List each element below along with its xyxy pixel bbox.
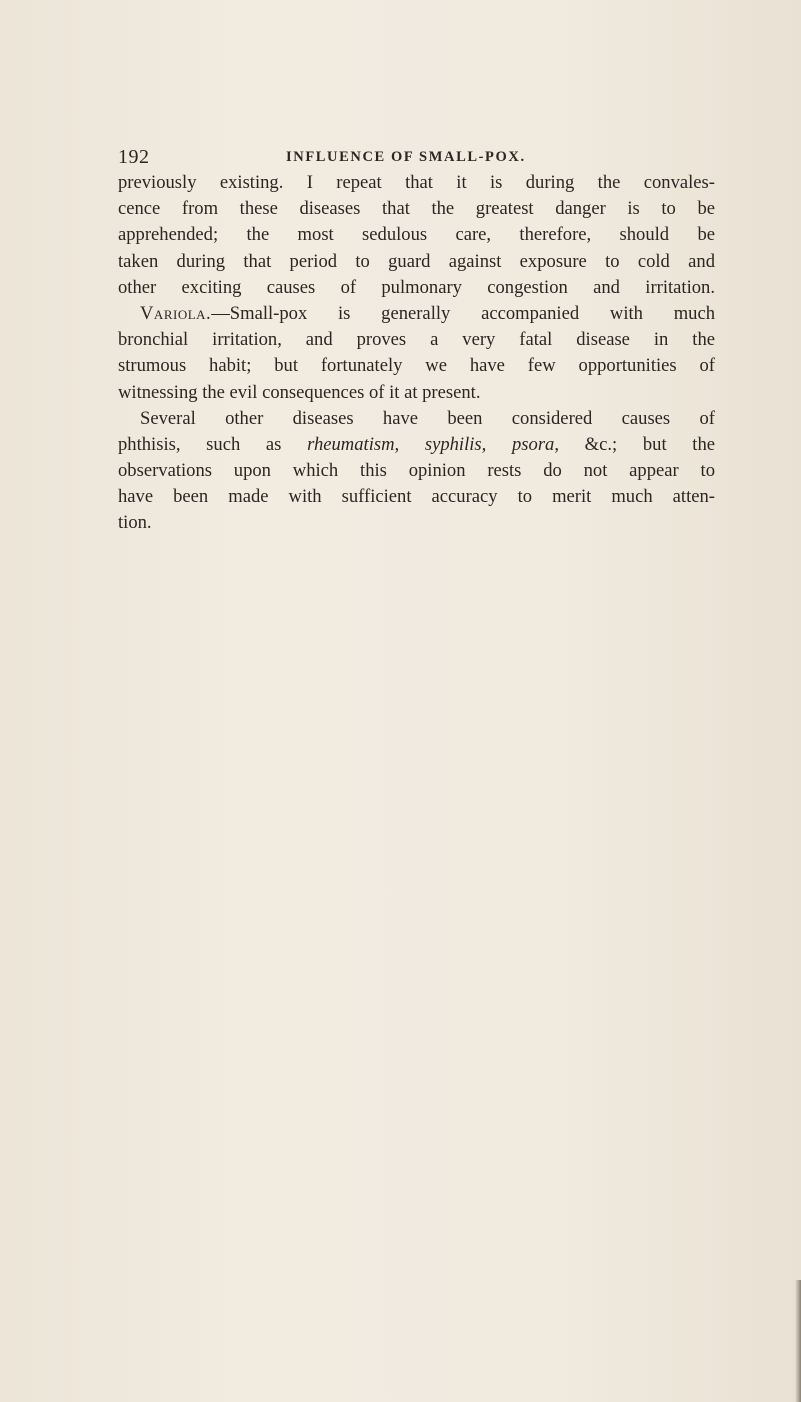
text-run: , &c.; but the [554,433,715,455]
text-line: strumous habit; but fortunately we have few opportunities of [118,355,715,377]
running-head: INFLUENCE OF SMALL-POX. [286,149,526,165]
text-line-paragraph-end: witnessing the evil consequences of it at present. [118,381,481,403]
page-number: 192 [118,146,150,168]
text-run: phthisis, such as [118,433,308,455]
italic-separator: , [394,433,425,455]
text-line: previously existing. I repeat that it is during the convales- [118,172,715,193]
text-line: taken during that period to guard against exposure to cold and [118,250,715,272]
text-line: bronchial irritation, and proves a very fatal disease in the [118,329,715,351]
page-edge-shadow [795,1280,801,1402]
paragraph-variola [118,301,715,327]
page-header [118,146,713,172]
text-line-paragraph-end: tion. [118,512,152,534]
text-line: observations upon which this opinion rests do not appear to [118,460,715,482]
italic-term-syphilis: syphilis [424,433,482,455]
text-line: cence from these diseases that the greatest danger is to be [118,198,715,220]
text-line: have been made with sufficient accuracy to merit much atten- [118,486,715,508]
text-line: apprehended; the most sedulous care, therefore, should be [118,224,715,246]
italic-term-rheumatism: rheumatism [307,433,395,455]
text-line [118,432,715,458]
section-heading-variola: Variola. [140,302,212,324]
paragraph-other-diseases: Several other diseases have been considered causes of [140,407,715,429]
body-text [118,170,715,537]
italic-term-psora: psora [511,433,555,455]
text-line: other exciting causes of pulmonary congestion and irritation. [118,276,715,298]
italic-separator: , [481,433,512,455]
text-run: —Small-pox is generally accompanied with much [211,302,715,324]
